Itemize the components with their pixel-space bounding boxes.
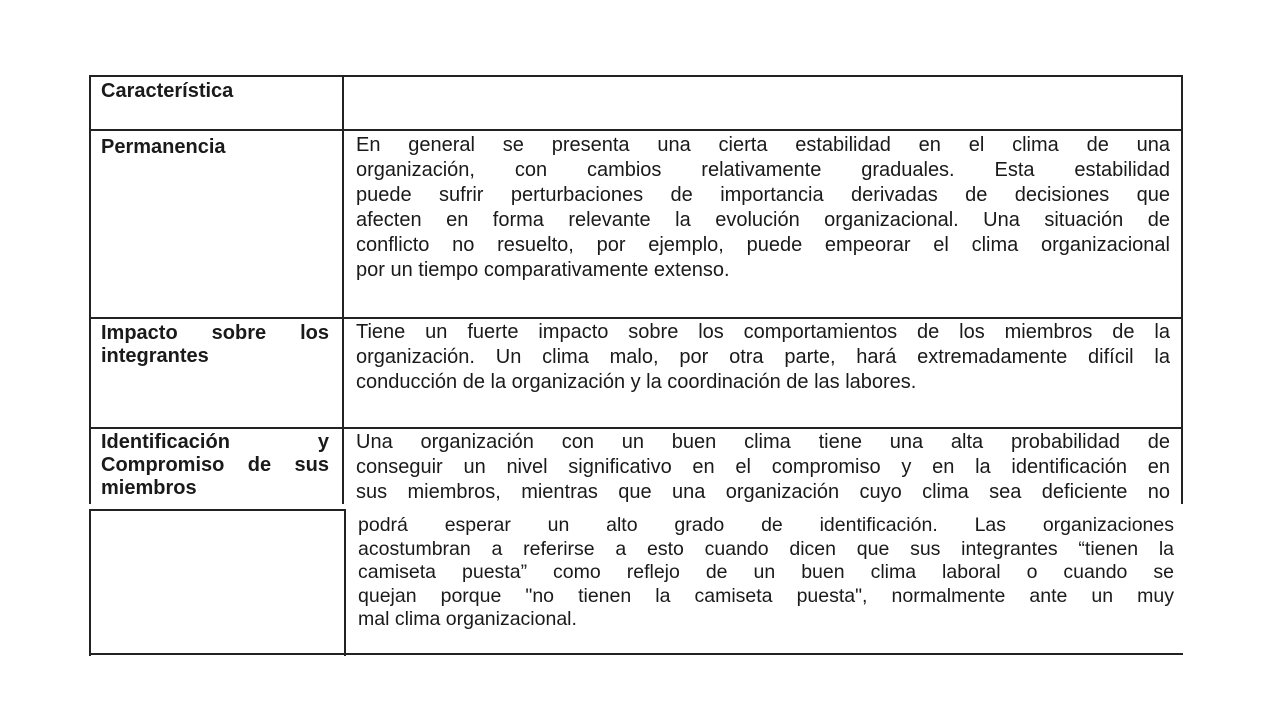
- text-line: organización. Un clima malo, por otra parte, hará extremadamente difícil la: [356, 346, 1170, 368]
- text-line: puede sufrir perturbaciones de importancia derivadas de decisiones que: [356, 184, 1170, 206]
- continuation-bottom-border: [89, 653, 1183, 655]
- text-line: conseguir un nivel significativo en el compromiso y en la identificación en: [356, 456, 1170, 478]
- row-body-impacto: [356, 320, 1170, 395]
- row-body-identificacion: [356, 430, 1170, 505]
- text-line: por un tiempo comparativamente extenso.: [356, 259, 730, 281]
- text-line: quejan porque "no tienen la camiseta puesta", normalmente ante un muy: [358, 584, 1174, 607]
- text-line: afecten en forma relevante la evolución organizacional. Una situación de: [356, 209, 1170, 231]
- text-line: mal clima organizacional.: [358, 608, 577, 630]
- table-left-border: [89, 75, 91, 504]
- text-line: Una organización con un buen clima tiene una alta probabilidad de: [356, 431, 1170, 453]
- text-line: En general se presenta una cierta estabilidad en el clima de una: [356, 134, 1170, 156]
- text-line: acostumbran a referirse a esto cuando dicen que sus integrantes “tienen la: [358, 537, 1174, 560]
- continuation-column-divider: [344, 509, 346, 656]
- text-line: sus miembros, mientras que una organización cuyo clima sea deficiente no: [356, 481, 1170, 503]
- text-line: conflicto no resuelto, por ejemplo, puede empeorar el clima organizacional: [356, 234, 1170, 256]
- row-label-permanencia: Permanencia: [101, 136, 226, 158]
- continuation-top-border: [89, 509, 346, 511]
- row-separator-1: [89, 129, 1183, 131]
- row-body-permanencia: [356, 133, 1170, 283]
- row-label-impacto: Impacto sobre los integrantes: [101, 322, 329, 367]
- text-line: Tiene un fuerte impacto sobre los comportamientos de los miembros de la: [356, 321, 1170, 343]
- continuation-left-border: [89, 509, 91, 656]
- table-column-divider: [342, 75, 344, 504]
- row-separator-3: [89, 427, 1183, 429]
- text-line: camiseta puesta” como reflejo de un buen clima laboral o cuando se: [358, 561, 1174, 583]
- row-separator-2: [89, 317, 1183, 319]
- continuation-body: [358, 514, 1174, 632]
- text-line: conducción de la organización y la coordinación de las labores.: [356, 371, 917, 393]
- text-line: podrá esperar un alto grado de identificación. Las organizaciones: [358, 514, 1174, 536]
- header-label-caracteristica: Característica: [101, 80, 234, 102]
- text-line: organización, con cambios relativamente graduales. Esta estabilidad: [356, 159, 1170, 181]
- row-label-identificacion: Identificación y Compromiso de sus miembros: [101, 431, 329, 499]
